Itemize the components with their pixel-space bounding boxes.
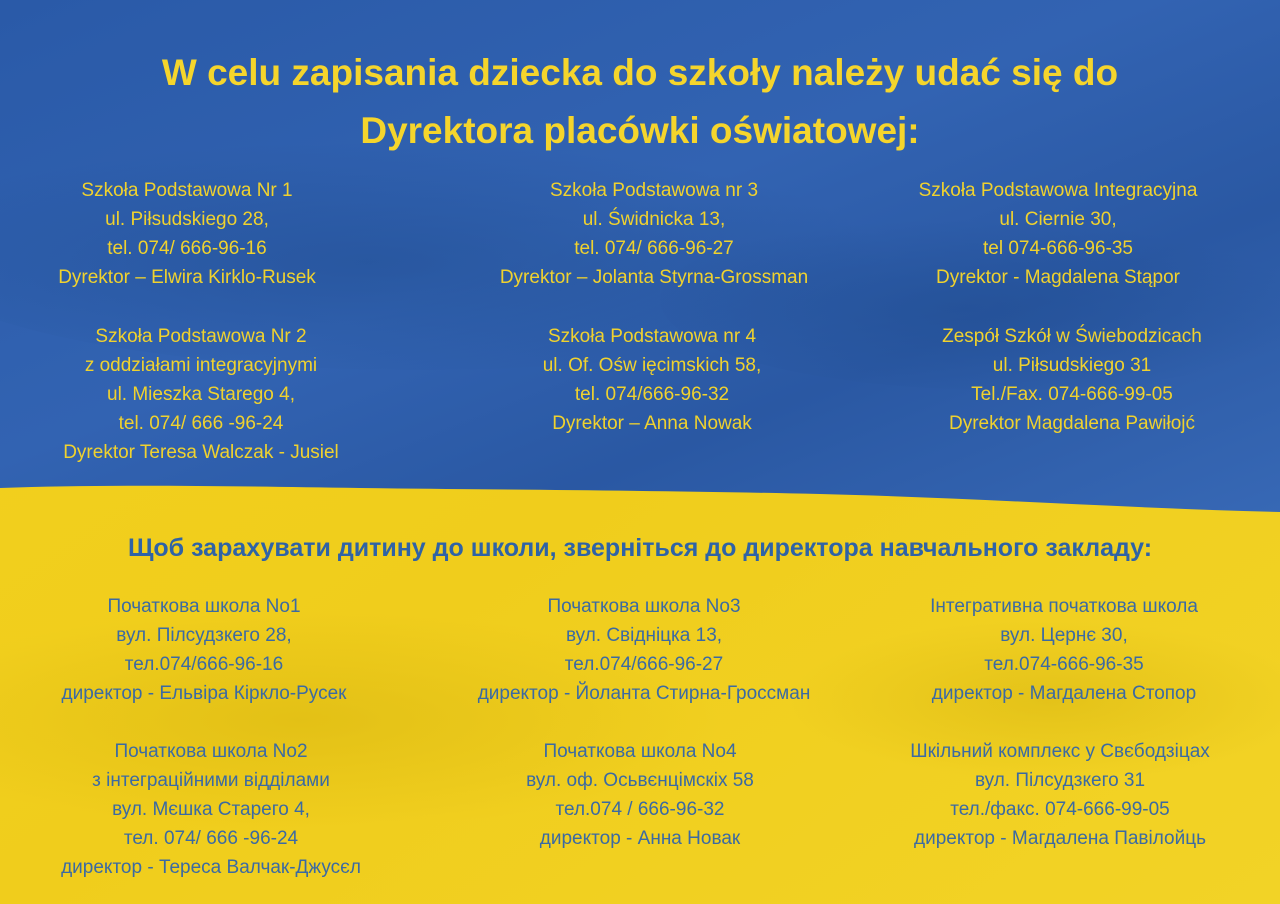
polish-school-1 (0, 176, 387, 292)
school-phone: тел./факс. 074-666-99-05 (950, 799, 1170, 820)
school-director: директор - Тереса Валчак-Джусєл (61, 857, 361, 878)
school-director: Dyrektor – Elwira Kirklo-Rusek (58, 267, 316, 288)
polish-school-2 (1, 322, 401, 467)
school-address: вул. Пілсудзкего 31 (974, 770, 1146, 791)
school-director: директор - Магдалена Стопор (931, 683, 1197, 704)
school-name: Szkoła Podstawowa Nr 2 (95, 326, 307, 347)
school-name: Початкова школа No4 (543, 741, 737, 762)
school-address: ul. Mieszka Starego 4, (107, 384, 295, 405)
polish-title (0, 44, 1280, 160)
school-phone: tel. 074/666-96-32 (574, 384, 730, 405)
school-phone: tel 074-666-96-35 (983, 238, 1133, 259)
school-address: ul. Ciernie 30, (999, 209, 1117, 230)
school-address: вул. оф. Осьвєнцімскіх 58 (526, 770, 754, 791)
polish-school-zespol (872, 322, 1272, 438)
school-address: ul. Świdnicka 13, (582, 209, 726, 230)
school-name: Szkoła Podstawowa nr 4 (547, 326, 757, 347)
school-director: Dyrektor Magdalena Pawiłojć (948, 413, 1196, 434)
school-address: вул. Свідніцка 13, (565, 625, 723, 646)
school-name: Zespół Szkół w Świebodzicach (942, 326, 1202, 347)
school-name: Szkoła Podstawowa nr 3 (549, 180, 759, 201)
school-address: ul. Of. Ośw ięcimskich 58, (542, 355, 762, 376)
ukrainian-school-integrative (864, 592, 1264, 708)
school-director: директор - Магдалена Павілойць (914, 828, 1206, 849)
school-name: Початкова школа No3 (547, 596, 741, 617)
school-phone: tel. 074/ 666-96-16 (107, 238, 267, 259)
school-name: Інтегративна початкова школа (930, 596, 1198, 617)
school-director: директор - Йоланта Стирна-Гроссман (477, 683, 811, 704)
school-address: ul. Piłsudskiego 28, (105, 209, 269, 230)
school-extra: z oddziałami integracyjnymi (84, 355, 318, 376)
school-phone: tel. 074/ 666-96-27 (574, 238, 734, 259)
school-address: вул. Мєшка Старего 4, (112, 799, 310, 820)
polish-title-line-2: Dyrektora placówki oświatowej: (360, 110, 920, 151)
school-director: Dyrektor – Jolanta Styrna-Grossman (499, 267, 809, 288)
school-director: директор - Анна Новак (539, 828, 741, 849)
ukrainian-school-2 (11, 737, 411, 882)
polish-school-3 (454, 176, 854, 292)
school-phone: Tel./Fax. 074-666-99-05 (971, 384, 1173, 405)
school-phone: тел.074 / 666-96-32 (555, 799, 725, 820)
school-phone: тел.074/666-96-16 (124, 654, 284, 675)
school-phone: тел.074/666-96-27 (564, 654, 724, 675)
polish-title-line-1: W celu zapisania dziecka do szkoły należy udać się do (161, 52, 1119, 93)
polish-school-integracyjna (858, 176, 1258, 292)
school-extra: з інтеграційними відділами (92, 770, 330, 791)
ukrainian-school-3 (444, 592, 844, 708)
school-name: Початкова школа No2 (114, 741, 308, 762)
school-phone: тел.074-666-96-35 (984, 654, 1144, 675)
school-name: Початкова школа No1 (107, 596, 301, 617)
ukrainian-school-complex (860, 737, 1260, 853)
school-phone: тел. 074/ 666 -96-24 (123, 828, 299, 849)
school-address: ul. Piłsudskiego 31 (992, 355, 1152, 376)
school-address: вул. Цернє 30, (1000, 625, 1128, 646)
school-name: Шкільний комплекс у Свєбодзіцах (910, 741, 1210, 762)
school-address: вул. Пілсудзкего 28, (116, 625, 292, 646)
school-name: Szkoła Podstawowa Integracyjna (918, 180, 1198, 201)
polish-school-4 (452, 322, 852, 438)
ukrainian-title: Щоб зарахувати дитину до школи, зверніться до директора навчального закладу: (127, 534, 1153, 562)
school-director: Dyrektor - Magdalena Stąpor (936, 267, 1180, 288)
school-director: Dyrektor – Anna Nowak (552, 413, 752, 434)
school-director: директор - Ельвіра Кірклo-Русек (61, 683, 347, 704)
school-phone: tel. 074/ 666 -96-24 (118, 413, 284, 434)
ukrainian-school-4 (440, 737, 840, 853)
school-name: Szkoła Podstawowa Nr 1 (81, 180, 293, 201)
school-director: Dyrektor Teresa Walczak - Jusiel (63, 442, 339, 463)
ukrainian-school-1 (4, 592, 404, 708)
